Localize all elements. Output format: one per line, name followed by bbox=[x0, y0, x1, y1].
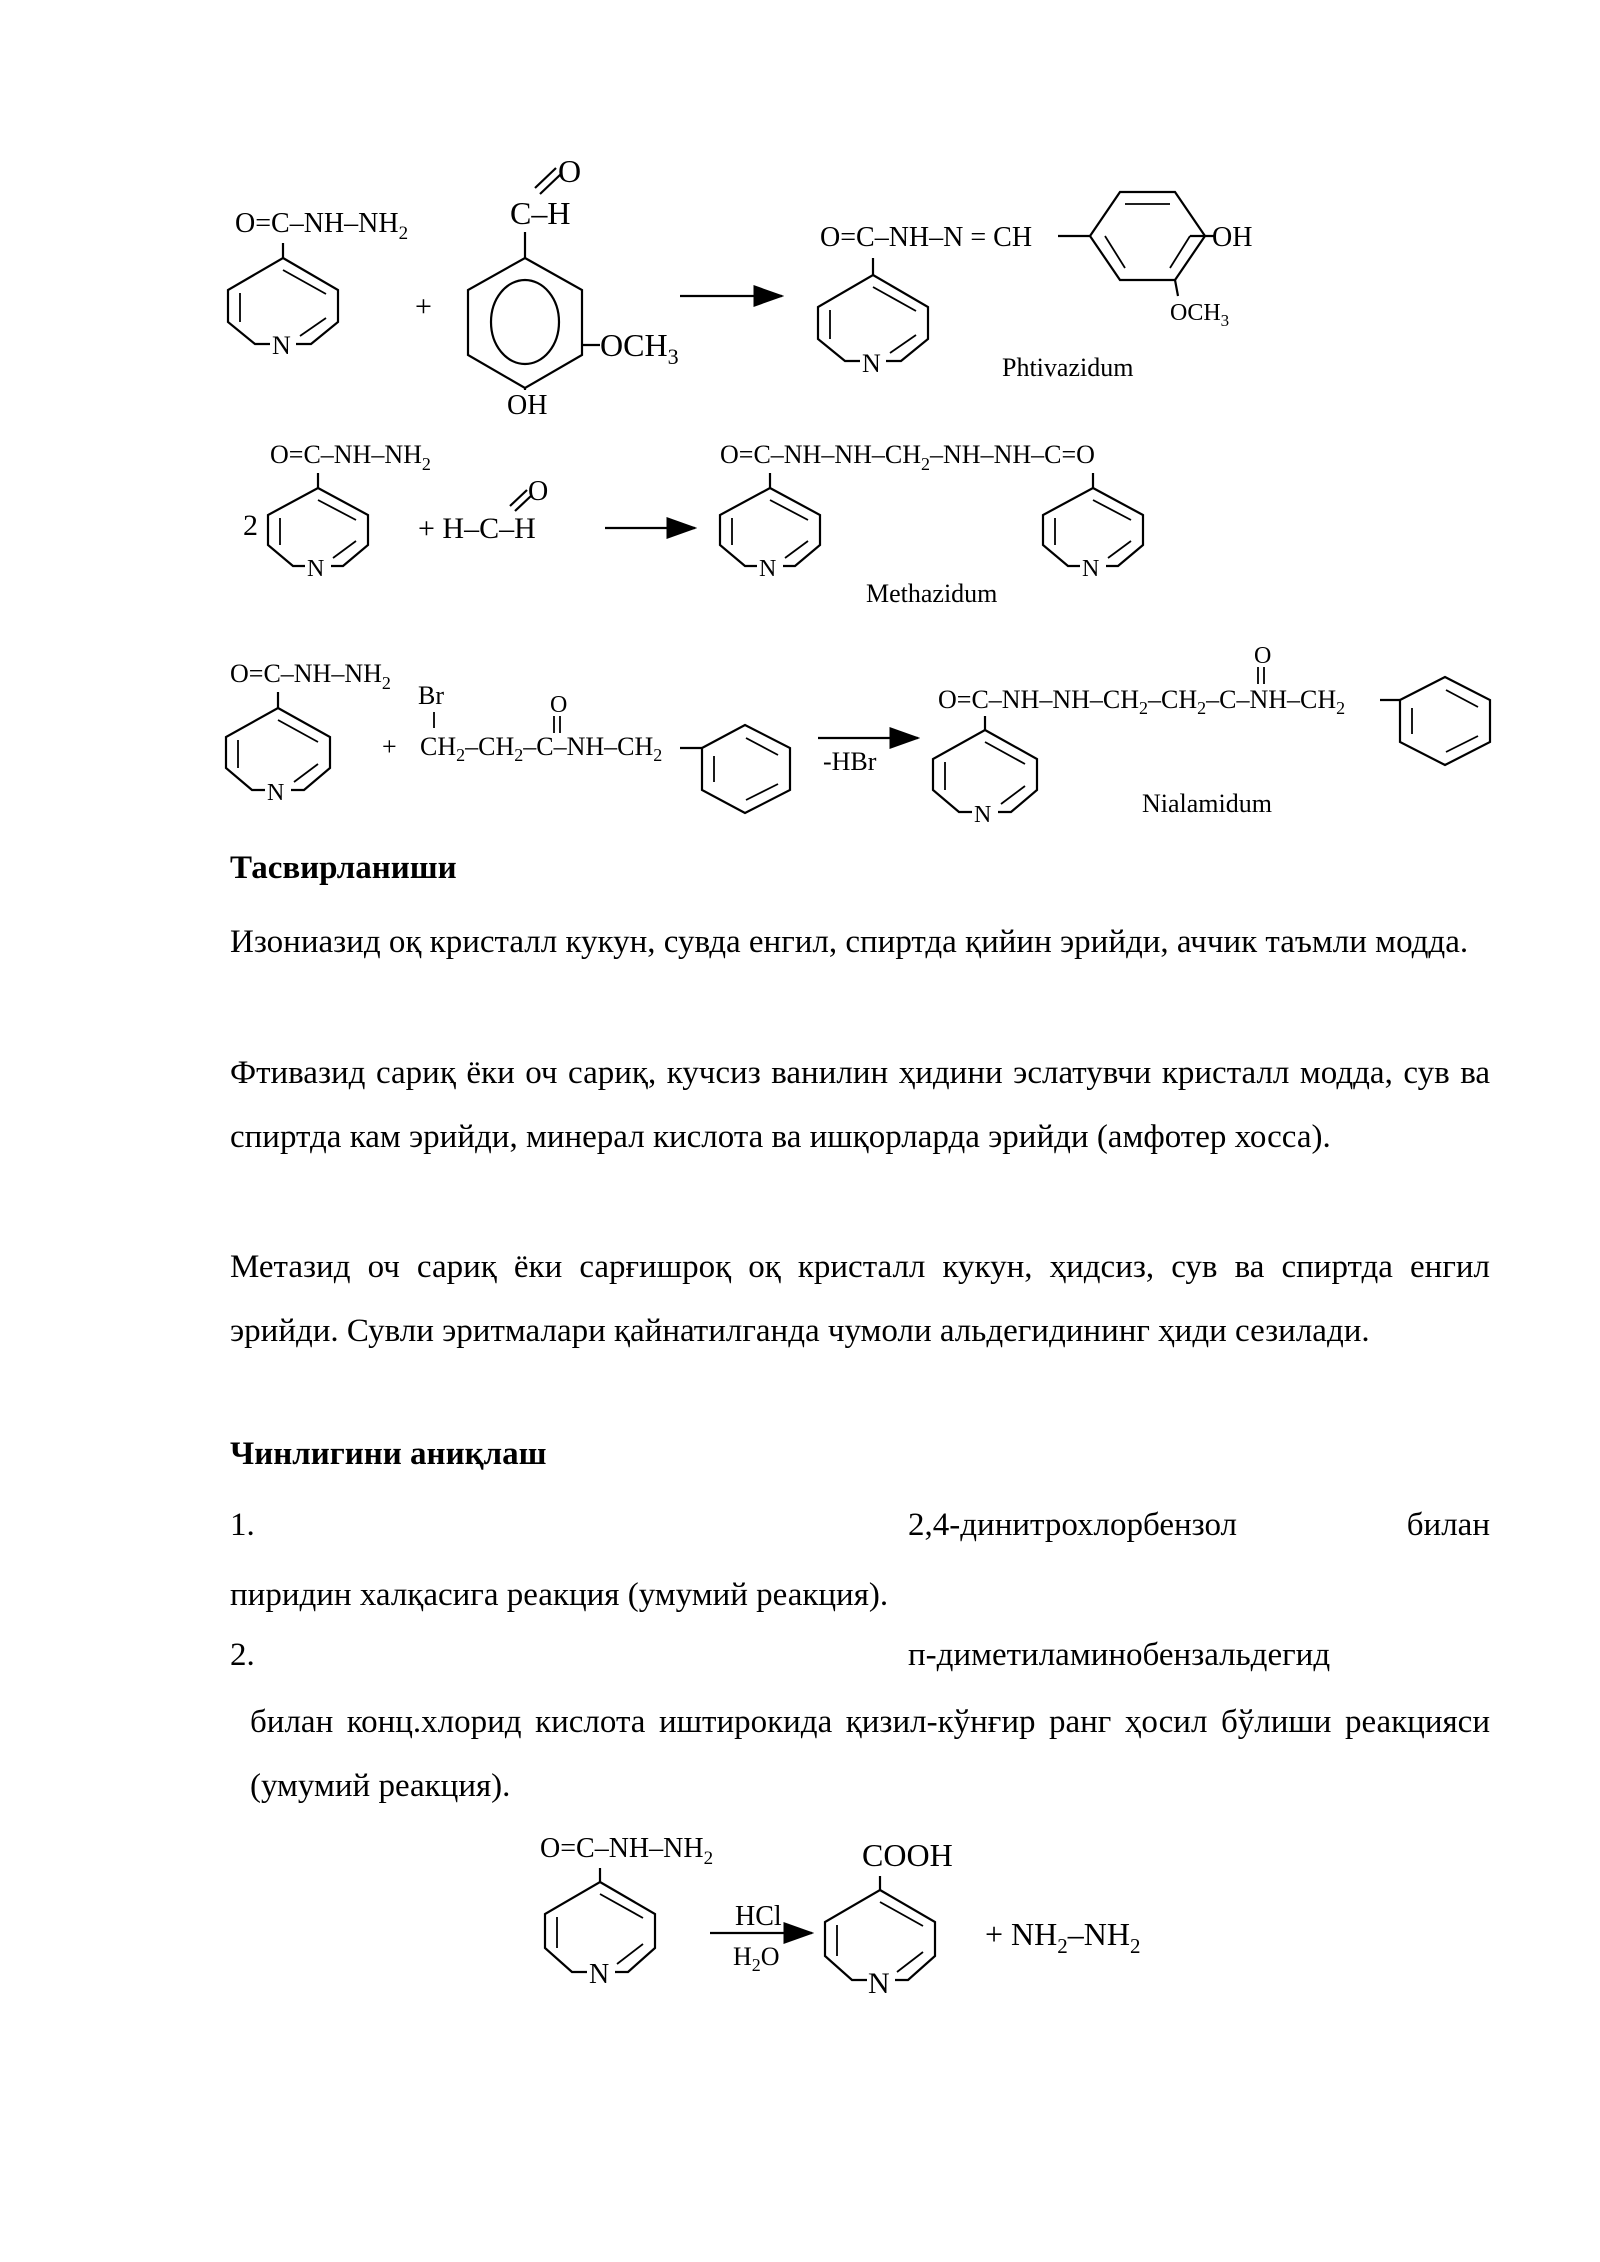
svg-text:N: N bbox=[272, 331, 291, 360]
nialamide-structure bbox=[933, 643, 1490, 828]
paragraph-isoniazid: Изониазид оқ кристалл кукун, сувда енгил, спиртда қийин эрийди, аччик таъмли модда. bbox=[230, 924, 1469, 960]
svg-text:O: O bbox=[1254, 643, 1272, 669]
plus-sign: + bbox=[415, 290, 432, 323]
svg-text:OCH3: $OCH_3$ bbox=[600, 327, 679, 369]
svg-text:N: N bbox=[267, 780, 285, 806]
svg-text:OCH3: $OCH_3$ bbox=[1170, 300, 1230, 330]
svg-text:+: + bbox=[382, 732, 397, 761]
list-item-number: 2. bbox=[230, 1637, 255, 1673]
list-item-reagent: 2,4-динитрохлорбензол bbox=[908, 1507, 1238, 1543]
methazide-structure bbox=[720, 440, 1143, 608]
svg-text:+ H–C–H: + H–C–H bbox=[418, 512, 536, 545]
svg-text:N: N bbox=[974, 802, 992, 828]
reaction-2 bbox=[243, 440, 1143, 608]
isonicotinic-acid-structure bbox=[825, 1837, 953, 2000]
svg-text:O=C–NH–NH–CH2–NH–NH–C=O: $O=C-NH-NH-CH_2-NH-NH-C=O$ bbox=[720, 440, 1095, 474]
arrow-reagent-hcl: HCl bbox=[735, 1901, 782, 1932]
arrow-reagent-water: $H_2O$ bbox=[733, 1942, 780, 1975]
svg-text:OH: OH bbox=[507, 390, 548, 421]
paragraph-methazide: Метазид оч сариқ ёки сарғишроқ оқ кристалл кукун, ҳидсиз, сув ва спиртда енгил эрийди. Сувли эритмалари қайнатилганда чумоли альдегидининг ҳиди сезилади. bbox=[230, 1249, 1490, 1349]
svg-text:O=C–NH–NH2: $O=C-NH-NH_2$ bbox=[270, 440, 431, 474]
isoniazid-structure-2 bbox=[268, 440, 431, 582]
compound-name-phtivazidum: Phtivazidum bbox=[1002, 353, 1134, 382]
list-item-1-continuation: пиридин халқасига реакция (умумий реакция). bbox=[230, 1577, 889, 1613]
svg-text:N: N bbox=[307, 556, 325, 582]
list-item-reagent: п-диметиламинобензальдегид bbox=[908, 1637, 1331, 1673]
coefficient: 2 bbox=[243, 509, 258, 542]
svg-text:OH: OH bbox=[1212, 222, 1253, 253]
svg-text:N: N bbox=[589, 1959, 610, 1990]
svg-text:C–H: C–H bbox=[510, 195, 571, 231]
svg-text:N: N bbox=[862, 349, 881, 378]
compound-name-methazidum: Methazidum bbox=[866, 579, 998, 608]
svg-text:O=C–NH–NH2: $O=C-NH-NH_2$ bbox=[230, 659, 391, 693]
compound-name-nialamidum: Nialamidum bbox=[1142, 789, 1272, 818]
isoniazid-structure-4 bbox=[540, 1833, 713, 1990]
list-item-2-continuation: билан конц.хлорид кислота иштирокида қизил-кўнғир ранг ҳосил бўлиши реакцияси (умумий реакция). bbox=[250, 1704, 1490, 1804]
section-heading-description: Тасвирланиши bbox=[230, 850, 457, 886]
list-item-word: билан bbox=[1406, 1507, 1490, 1543]
svg-text:Br: Br bbox=[418, 681, 444, 710]
hydrazine-byproduct: + $NH_2-NH_2$ bbox=[985, 1916, 1141, 1958]
list-item-number: 1. bbox=[230, 1507, 255, 1543]
svg-text:O: O bbox=[550, 692, 568, 718]
reaction-1 bbox=[228, 153, 1252, 421]
svg-text:O=C–NH–N = CH: O=C–NH–N = CH bbox=[820, 222, 1033, 253]
svg-text:CH2–CH2–C–NH–CH2: $CH_2-CH_2-C-NH-CH_2$ bbox=[420, 732, 663, 765]
svg-text:O=C–NH–NH2: $O=C-NH-NH_2$ bbox=[235, 208, 409, 244]
phthivazide-structure bbox=[818, 192, 1252, 382]
svg-text:N: N bbox=[759, 556, 777, 582]
paragraph-phthivazide: Фтивазид сариқ ёки оч сариқ, кучсиз ванилин ҳидини эслатувчи кристалл модда, сув ва спиртда кам эрийди, минерал кислота ва ишқорларда эрийди (амфотер хосса). bbox=[230, 1055, 1490, 1155]
vanillin-structure bbox=[468, 153, 679, 421]
isoniazid-structure-3 bbox=[226, 659, 391, 806]
reaction-3 bbox=[226, 643, 1490, 828]
svg-text:N: N bbox=[868, 1967, 890, 2000]
reaction-4 bbox=[540, 1833, 1140, 2000]
svg-text:COOH: COOH bbox=[862, 1837, 953, 1873]
svg-text:O=C–NH–NH2: $O=C-NH-NH_2$ bbox=[540, 1833, 714, 1869]
formaldehyde bbox=[418, 476, 548, 545]
isoniazid-structure-1 bbox=[228, 208, 408, 360]
svg-text:O: O bbox=[528, 476, 549, 507]
arrow-label: -HBr bbox=[823, 747, 877, 776]
svg-text:O=C–NH–NH–CH2–CH2–C–NH–CH2: $O=C-NH-NH-CH_2-CH_2-C-NH-CH_2$ bbox=[938, 685, 1346, 718]
svg-text:N: N bbox=[1082, 556, 1100, 582]
bromopropanamide-structure bbox=[382, 681, 790, 813]
svg-text:O: O bbox=[558, 153, 582, 189]
section-heading-identification: Чинлигини аниқлаш bbox=[230, 1436, 547, 1472]
